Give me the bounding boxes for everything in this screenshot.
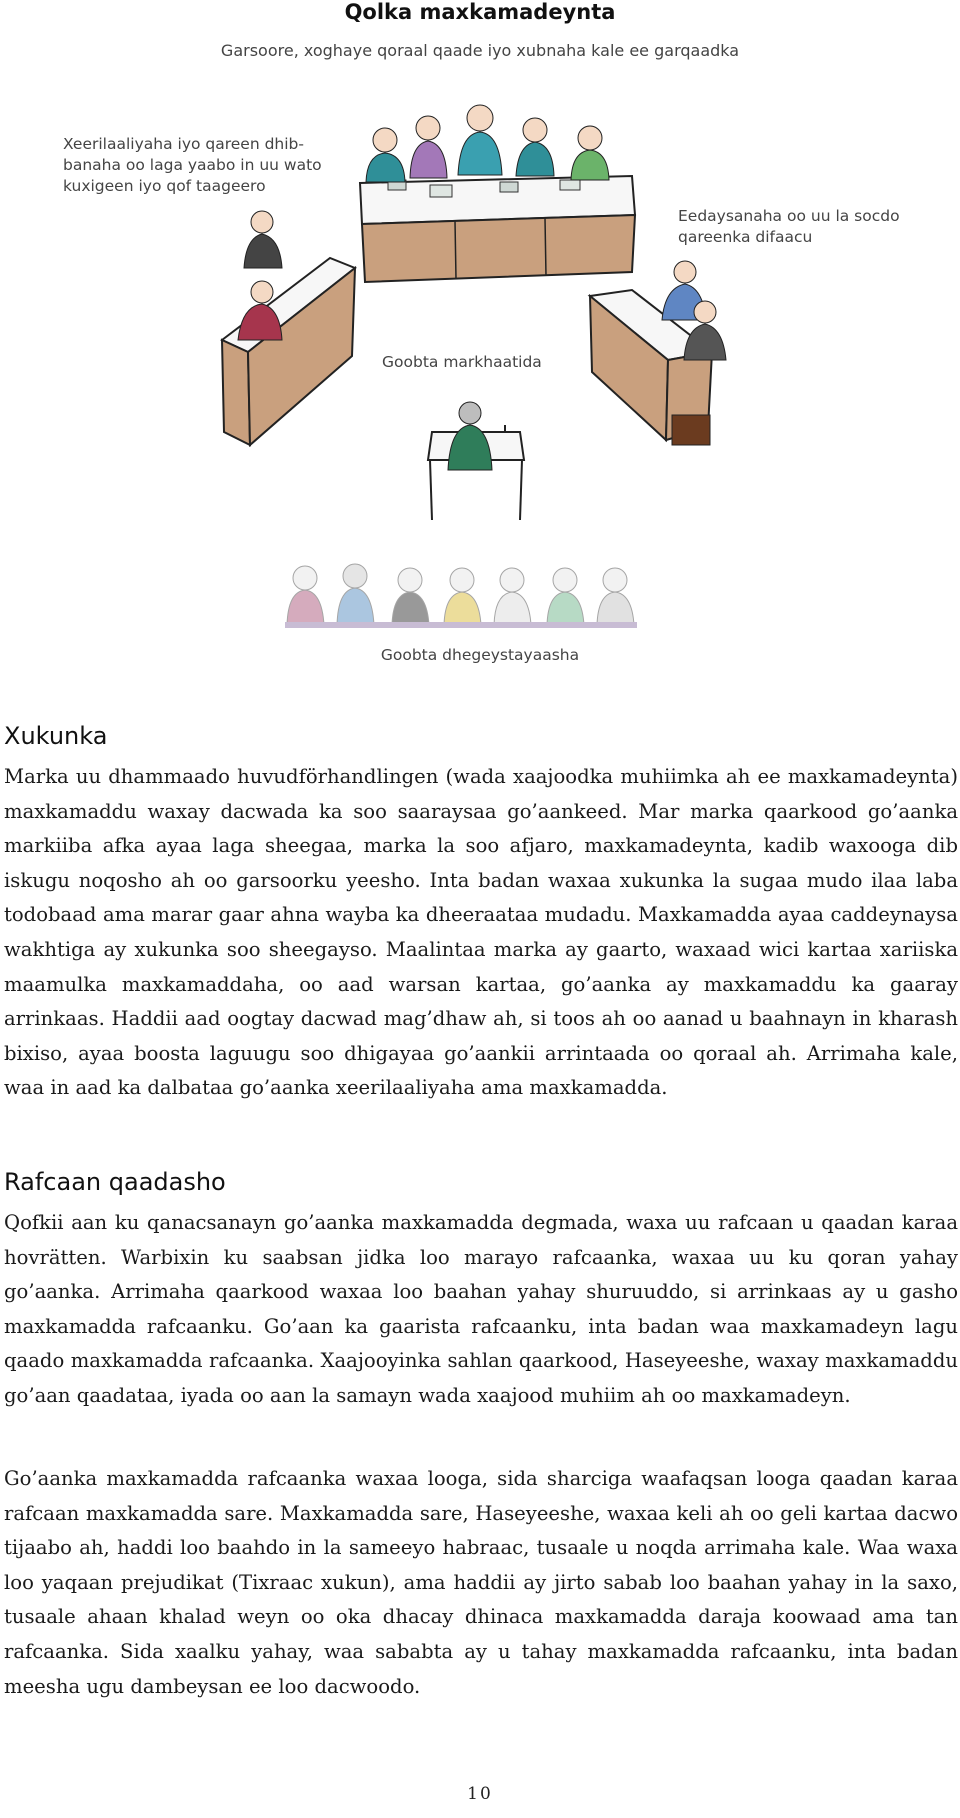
public-gallery (285, 564, 637, 628)
judge-figure (410, 116, 447, 178)
section-heading: Rafcaan qaadasho (4, 1168, 226, 1196)
courtroom-illustration (0, 0, 960, 650)
page-number: 10 (467, 1784, 493, 1804)
judge-figure (571, 126, 609, 180)
paragraph: Qofkii aan ku qanacsanayn go’aanka maxkamadda degmada, waxa uu rafcaan u qaadan karaa hovrätten. Warbixin ku saabsan jidka loo marayo rafcaanka, waxaa uu ku qoran yahay go’aanka. Arrimaha qaarkood waxaa loo baahan yahay shuruuddo, si arrinkaas ay u gasho maxkamadda rafcaanku. Go’aan ka gaarista rafcaanku, inta badan waa maxkamadeyn lagu qaado maxkamadda rafcaanka. Xaajooyinka sahlan qaarkood, Haseyeeshe, waxay maxkamaddu go’aan qaadataa, iyada oo aan la samayn wada xaajood muhiim ah oo maxkamadeyn. (4, 1211, 958, 1407)
spectator-figure (444, 568, 481, 625)
paragraph: Marka uu dhammaado huvudförhandlingen (wada xaajoodka muhiimka ah ee maxkamadeynta) maxkamaddu waxay dacwada ka soo saaraysaa go’aankeed. Mar marka qaarkood go’aanka markiiba afka ayaa laga sheegaa, marka la soo afjaro, maxkamadeynta, kadib waxooga dib iskugu noqosho ah oo garsoorku yeesho. Inta badan waxaa xukunka la sugaa mudo ilaa laba todobaad ama marar gaar ahna wayba ka dheeraataa mudadu. Maxkamadda ayaa caddeynaysa wakhtiga ay xukunka soo sheegayso. Maalintaa marka ay gaarto, waxaad wici kartaa xariiska maamulka maxkamaddaha, oo aad warsan kartaa, go’aanka ay maxkamaddu ka gaaray arrinkaas. Haddii aad oogtay dacwad mag’dhaw ah, si toos ah oo aanad u baahnayn in kharash bixiso, ayaa boosta laguugu soo dhigayaa go’aankii arrintaada oo qoraal ah. Arrimaha kale, waa in aad ka dalbataa go’aanka xeerilaaliyaha ama maxkamadda. (4, 765, 958, 1100)
briefcase-icon (672, 415, 710, 445)
spectator-figure (547, 568, 584, 625)
label-prosecution: Xeerilaaliyaha iyo qareen dhib-banaha oo laga yaabo in uu wato kuxigeen iyo qof taageero (63, 135, 322, 195)
prosecutor-figure (244, 211, 282, 268)
spectator-figure (287, 566, 324, 625)
spectator-figure (597, 568, 634, 625)
judge-figure (458, 105, 502, 175)
prosecution-table (222, 211, 355, 445)
judge-figure (366, 128, 405, 182)
label-defense: Eedaysanaha oo uu la socdo qareenka difaacu (678, 207, 900, 246)
judge-figure (516, 118, 554, 176)
spectator-figure (392, 568, 429, 625)
spectator-figure (337, 564, 374, 625)
label-witness-stand: Goobta markhaatida (382, 353, 542, 371)
figure-title: Qolka maxkamadeynta (344, 0, 616, 24)
defense-table (590, 261, 726, 445)
section-heading: Xukunka (4, 722, 108, 750)
figure-subtitle: Garsoore, xoghaye qoraal qaade iyo xubnaha kale ee garqaadka (220, 41, 740, 60)
paragraph: Go’aanka maxkamadda rafcaanka waxaa looga, sida sharciga waafaqsan looga qaadan karaa rafcaan maxkamadda sare. Maxkamadda sare, Haseyeeshe, waxaa keli ah oo geli kartaa dacwo tijaabo ah, haddi loo baahdo in la sameeyo habraac, tusaale u noqda arrimaha kale. Waa waxa loo yaqaan prejudikat (Tixraac xukun), ama haddii ay jirto sabab loo baahan yahay in la saxo, tusaale ahaan khalad weyn oo oka dhacay dhinaca maxkamadda daraja koowaad ama tan rafcaanka. Sida xaalku yahay, waa sababta ay u tahay maxkamadda rafcaanku, inta badan meesha ugu dambeysan ee loo dacwoodo. (4, 1467, 958, 1698)
spectator-figure (494, 568, 531, 625)
witness-stand (428, 402, 524, 520)
label-public-gallery: Goobta dhegeystayaasha (380, 646, 580, 664)
judges-bench (360, 105, 635, 282)
